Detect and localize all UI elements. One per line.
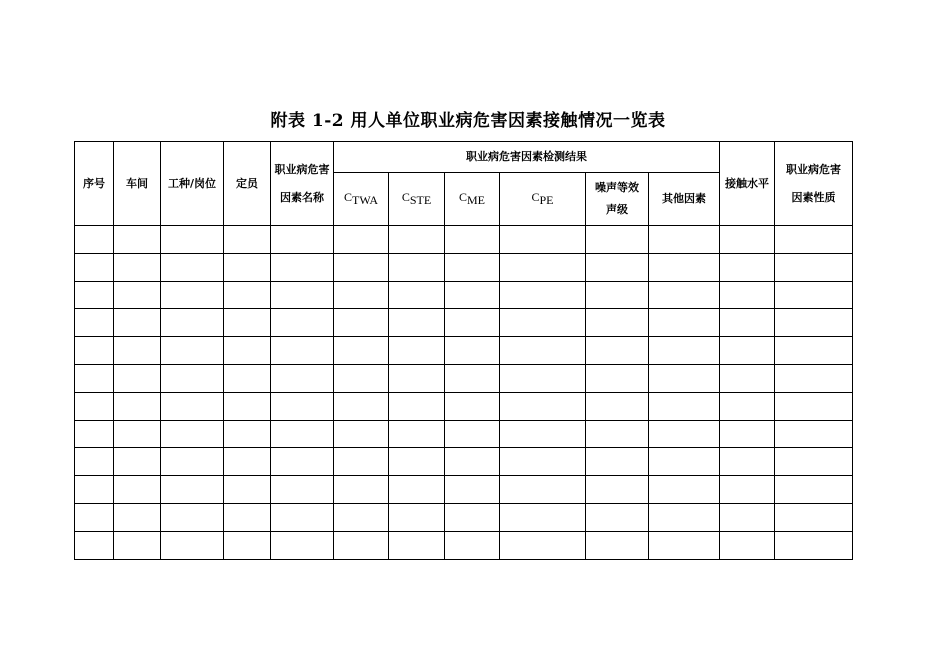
table-cell[interactable] bbox=[586, 309, 649, 337]
table-cell[interactable] bbox=[720, 337, 775, 365]
table-row bbox=[75, 420, 853, 448]
table-row bbox=[75, 531, 853, 559]
table-cell[interactable] bbox=[75, 503, 114, 531]
header-exposure-level: 接触水平 bbox=[720, 142, 775, 226]
table-cell[interactable] bbox=[75, 420, 114, 448]
table-cell[interactable] bbox=[389, 281, 445, 309]
table-row bbox=[75, 226, 853, 254]
table-cell[interactable] bbox=[224, 337, 271, 365]
table-cell[interactable] bbox=[775, 309, 853, 337]
table-cell[interactable] bbox=[114, 531, 161, 559]
table-cell[interactable] bbox=[586, 392, 649, 420]
table-cell[interactable] bbox=[334, 476, 389, 504]
table-cell[interactable] bbox=[271, 226, 334, 254]
header-seq: 序号 bbox=[75, 142, 114, 226]
table-cell[interactable] bbox=[720, 309, 775, 337]
table-cell[interactable] bbox=[445, 281, 500, 309]
table-cell[interactable] bbox=[445, 226, 500, 254]
table-cell[interactable] bbox=[114, 253, 161, 281]
table-cell[interactable] bbox=[334, 420, 389, 448]
table-cell[interactable] bbox=[224, 253, 271, 281]
header-hazard-nature-line1: 职业病危害 bbox=[786, 162, 842, 176]
table-cell[interactable] bbox=[224, 503, 271, 531]
table-row bbox=[75, 281, 853, 309]
table-cell[interactable] bbox=[334, 226, 389, 254]
table-cell[interactable] bbox=[224, 420, 271, 448]
table-cell[interactable] bbox=[720, 420, 775, 448]
table-cell[interactable] bbox=[114, 337, 161, 365]
table-cell[interactable] bbox=[389, 420, 445, 448]
table-cell[interactable] bbox=[500, 364, 586, 392]
table-cell[interactable] bbox=[161, 364, 224, 392]
table-cell[interactable] bbox=[389, 531, 445, 559]
table-cell[interactable] bbox=[720, 392, 775, 420]
table-cell[interactable] bbox=[334, 253, 389, 281]
table-cell[interactable] bbox=[586, 281, 649, 309]
table-cell[interactable] bbox=[114, 281, 161, 309]
table-cell[interactable] bbox=[161, 420, 224, 448]
header-detection-results: 职业病危害因素检测结果 bbox=[334, 142, 720, 173]
table-cell[interactable] bbox=[224, 531, 271, 559]
hazard-exposure-table bbox=[74, 141, 853, 560]
table-cell[interactable] bbox=[649, 253, 720, 281]
table-cell[interactable] bbox=[224, 309, 271, 337]
table-cell[interactable] bbox=[500, 281, 586, 309]
table-cell[interactable] bbox=[271, 476, 334, 504]
table-cell[interactable] bbox=[649, 476, 720, 504]
table-cell[interactable] bbox=[649, 420, 720, 448]
table-cell[interactable] bbox=[720, 531, 775, 559]
table-cell[interactable] bbox=[271, 420, 334, 448]
table-cell[interactable] bbox=[161, 309, 224, 337]
table-cell[interactable] bbox=[334, 448, 389, 476]
table-cell[interactable] bbox=[114, 420, 161, 448]
table-cell[interactable] bbox=[445, 420, 500, 448]
table-cell[interactable] bbox=[334, 364, 389, 392]
table-cell[interactable] bbox=[334, 309, 389, 337]
table-cell[interactable] bbox=[224, 448, 271, 476]
table-cell[interactable] bbox=[445, 253, 500, 281]
table-cell[interactable] bbox=[649, 531, 720, 559]
table-cell[interactable] bbox=[75, 364, 114, 392]
table-cell[interactable] bbox=[445, 364, 500, 392]
header-other-factors: 其他因素 bbox=[649, 173, 720, 226]
header-hazard-name-line1: 职业病危害 bbox=[274, 162, 330, 176]
table-row bbox=[75, 448, 853, 476]
table-cell[interactable] bbox=[389, 226, 445, 254]
table-cell[interactable] bbox=[224, 226, 271, 254]
table-cell[interactable] bbox=[271, 253, 334, 281]
header-noise-line2: 声级 bbox=[606, 203, 628, 216]
table-cell[interactable] bbox=[161, 392, 224, 420]
header-c-pe: CPE bbox=[500, 173, 586, 226]
table-cell[interactable] bbox=[389, 364, 445, 392]
table-cell[interactable] bbox=[720, 226, 775, 254]
table-cell[interactable] bbox=[500, 448, 586, 476]
table-cell[interactable] bbox=[389, 448, 445, 476]
table-cell[interactable] bbox=[114, 392, 161, 420]
table-cell[interactable] bbox=[500, 226, 586, 254]
table-cell[interactable] bbox=[75, 253, 114, 281]
table-cell[interactable] bbox=[389, 253, 445, 281]
table-cell[interactable] bbox=[649, 309, 720, 337]
table-cell[interactable] bbox=[720, 253, 775, 281]
table-cell[interactable] bbox=[775, 281, 853, 309]
table-cell[interactable] bbox=[161, 226, 224, 254]
table-cell[interactable] bbox=[114, 226, 161, 254]
table-cell[interactable] bbox=[161, 337, 224, 365]
table-cell[interactable] bbox=[720, 448, 775, 476]
table-cell[interactable] bbox=[389, 392, 445, 420]
table-row bbox=[75, 253, 853, 281]
table-cell[interactable] bbox=[114, 503, 161, 531]
table-cell[interactable] bbox=[271, 531, 334, 559]
table-cell[interactable] bbox=[775, 420, 853, 448]
table-cell[interactable] bbox=[775, 448, 853, 476]
table-cell[interactable] bbox=[720, 476, 775, 504]
table-cell[interactable] bbox=[114, 476, 161, 504]
table-cell[interactable] bbox=[720, 503, 775, 531]
table-cell[interactable] bbox=[334, 392, 389, 420]
table-cell[interactable] bbox=[389, 309, 445, 337]
table-cell[interactable] bbox=[224, 476, 271, 504]
table-cell[interactable] bbox=[271, 448, 334, 476]
table-cell[interactable] bbox=[75, 226, 114, 254]
table-cell[interactable] bbox=[775, 531, 853, 559]
table-cell[interactable] bbox=[720, 281, 775, 309]
table-cell[interactable] bbox=[75, 309, 114, 337]
table-cell[interactable] bbox=[334, 337, 389, 365]
table-cell[interactable] bbox=[445, 503, 500, 531]
table-cell[interactable] bbox=[775, 337, 853, 365]
table-cell[interactable] bbox=[75, 281, 114, 309]
table-cell[interactable] bbox=[114, 364, 161, 392]
table-cell[interactable] bbox=[224, 281, 271, 309]
table-cell[interactable] bbox=[586, 503, 649, 531]
table-cell[interactable] bbox=[271, 337, 334, 365]
table-cell[interactable] bbox=[389, 503, 445, 531]
header-job: 工种/岗位 bbox=[161, 142, 224, 226]
table-row bbox=[75, 337, 853, 365]
table-cell[interactable] bbox=[445, 476, 500, 504]
table-cell[interactable] bbox=[271, 364, 334, 392]
table-cell[interactable] bbox=[114, 448, 161, 476]
header-noise-line1: 噪声等效 bbox=[595, 181, 639, 195]
table-cell[interactable] bbox=[224, 392, 271, 420]
table-cell[interactable] bbox=[500, 420, 586, 448]
table-cell[interactable] bbox=[161, 531, 224, 559]
table-cell[interactable] bbox=[445, 531, 500, 559]
document-title: 附表 1-2 用人单位职业病危害因素接触情况一览表 bbox=[270, 111, 666, 131]
table-cell[interactable] bbox=[75, 476, 114, 504]
table-cell[interactable] bbox=[389, 337, 445, 365]
table-cell[interactable] bbox=[161, 476, 224, 504]
table-cell[interactable] bbox=[500, 253, 586, 281]
table-cell[interactable] bbox=[75, 392, 114, 420]
header-noise-level bbox=[586, 173, 649, 226]
header-hazard-nature-line2: 因素性质 bbox=[791, 190, 836, 204]
header-workshop: 车间 bbox=[114, 142, 161, 226]
table-cell[interactable] bbox=[649, 337, 720, 365]
table-cell[interactable] bbox=[586, 420, 649, 448]
table-row bbox=[75, 392, 853, 420]
table-cell[interactable] bbox=[75, 448, 114, 476]
table-cell[interactable] bbox=[271, 309, 334, 337]
table-cell[interactable] bbox=[445, 337, 500, 365]
table-cell[interactable] bbox=[649, 226, 720, 254]
table-cell[interactable] bbox=[775, 503, 853, 531]
table-cell[interactable] bbox=[649, 364, 720, 392]
table-cell[interactable] bbox=[720, 364, 775, 392]
table-cell[interactable] bbox=[586, 364, 649, 392]
table-cell[interactable] bbox=[586, 531, 649, 559]
table-cell[interactable] bbox=[271, 281, 334, 309]
table-cell[interactable] bbox=[649, 281, 720, 309]
table-cell[interactable] bbox=[649, 448, 720, 476]
table-cell[interactable] bbox=[775, 253, 853, 281]
header-c-me: CME bbox=[445, 173, 500, 226]
header-hazard-nature bbox=[775, 142, 853, 226]
table-cell[interactable] bbox=[224, 364, 271, 392]
table-cell[interactable] bbox=[445, 392, 500, 420]
table-cell[interactable] bbox=[500, 309, 586, 337]
table-row bbox=[75, 364, 853, 392]
header-hazard-name bbox=[271, 142, 334, 226]
table-cell[interactable] bbox=[586, 226, 649, 254]
table-cell[interactable] bbox=[389, 476, 445, 504]
table-row bbox=[75, 309, 853, 337]
table-cell[interactable] bbox=[271, 503, 334, 531]
table-cell[interactable] bbox=[500, 503, 586, 531]
table-row bbox=[75, 476, 853, 504]
table-cell[interactable] bbox=[586, 448, 649, 476]
table-cell[interactable] bbox=[161, 448, 224, 476]
table-cell[interactable] bbox=[114, 309, 161, 337]
table-cell[interactable] bbox=[586, 476, 649, 504]
table-cell[interactable] bbox=[500, 337, 586, 365]
table-cell[interactable] bbox=[334, 503, 389, 531]
header-hazard-name-line2: 因素名称 bbox=[280, 190, 324, 204]
header-c-twa: CTWA bbox=[334, 173, 389, 226]
table-cell[interactable] bbox=[775, 364, 853, 392]
header-staff: 定员 bbox=[224, 142, 271, 226]
table-cell[interactable] bbox=[161, 281, 224, 309]
table-cell[interactable] bbox=[161, 253, 224, 281]
table-cell[interactable] bbox=[500, 392, 586, 420]
table-cell[interactable] bbox=[775, 392, 853, 420]
table-cell[interactable] bbox=[161, 503, 224, 531]
table-cell[interactable] bbox=[334, 531, 389, 559]
header-c-ste: CSTE bbox=[389, 173, 445, 226]
table-cell[interactable] bbox=[775, 476, 853, 504]
table-cell[interactable] bbox=[75, 337, 114, 365]
table-cell[interactable] bbox=[271, 392, 334, 420]
table-cell[interactable] bbox=[75, 531, 114, 559]
table-cell[interactable] bbox=[445, 448, 500, 476]
table-cell[interactable] bbox=[586, 253, 649, 281]
table-cell[interactable] bbox=[649, 392, 720, 420]
table-cell[interactable] bbox=[500, 531, 586, 559]
table-cell[interactable] bbox=[586, 337, 649, 365]
table-cell[interactable] bbox=[500, 476, 586, 504]
table-cell[interactable] bbox=[445, 309, 500, 337]
table-cell[interactable] bbox=[649, 503, 720, 531]
table-cell[interactable] bbox=[334, 281, 389, 309]
table-cell[interactable] bbox=[775, 226, 853, 254]
table-row bbox=[75, 503, 853, 531]
